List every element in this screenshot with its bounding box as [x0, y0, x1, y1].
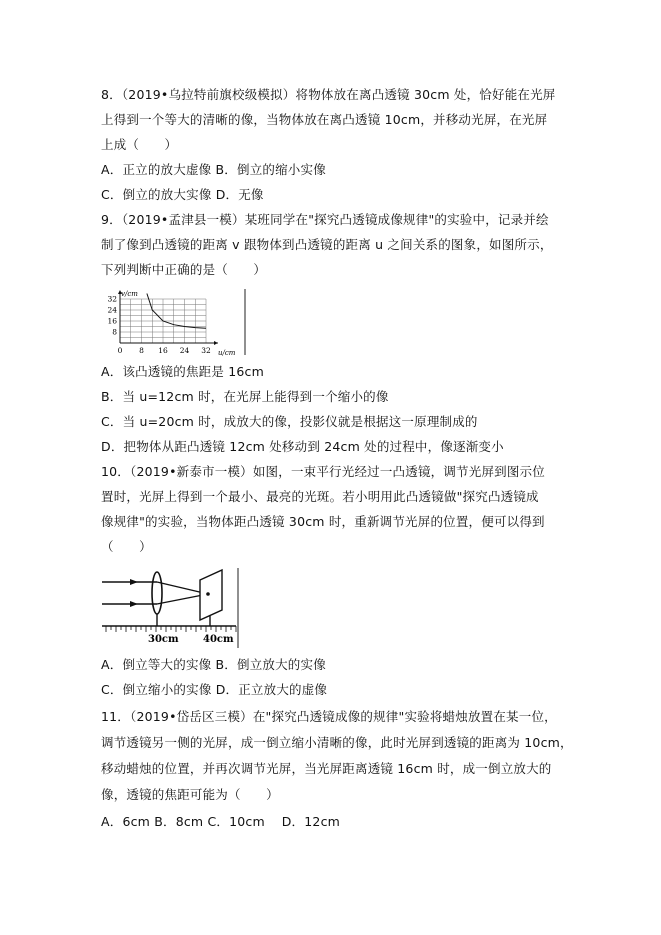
q9-line-1: 9．（2019•孟津县一模）某班同学在"探究凸透镜成像规律"的实验中，记录并绘 [101, 212, 549, 227]
x-tick-label: 8 [139, 346, 144, 355]
q10-convex-lens [152, 572, 162, 614]
q10-line-4: （ ） [101, 539, 152, 554]
q10-options-ab: A．倒立等大的实像 B．倒立放大的实像 [101, 657, 326, 672]
q10-ruler-label-40cm: 40cm [203, 634, 234, 645]
q9-graph-x-label: u/cm [218, 349, 236, 357]
x-tick-label: 24 [179, 346, 190, 355]
y-tick-label: 32 [107, 294, 117, 304]
q10-line-3: 像规律"的实验，当物体距凸透镜 30cm 时，重新调节光屏的位置，便可以得到 [101, 514, 545, 529]
q9-line-3: 下列判断中正确的是（ ） [101, 262, 267, 277]
data-series-line [147, 294, 206, 329]
x-tick-label: 0 [117, 346, 123, 355]
q11-line-2: 调节透镜另一侧的光屏，成一倒立缩小清晰的像，此时光屏到透镜的距离为 10cm， [101, 735, 573, 750]
q10-line-1: 10．（2019•新泰市一模）如图，一束平行光经过一凸透镜，调节光屏到图示位 [101, 464, 545, 479]
q11-line-1: 11．（2019•岱岳区三模）在"探究凸透镜成像的规律"实验将蜡烛放置在某一位， [101, 709, 557, 724]
y-tick-label: 24 [107, 305, 117, 315]
q10-optics-figure [100, 566, 245, 650]
q9-graph [100, 287, 250, 359]
x-tick-label: 32 [201, 346, 211, 355]
q9-graph-y-label: v/cm [121, 290, 138, 298]
q9-option-a: A．该凸透镜的焦距是 16cm [101, 364, 264, 379]
y-tick-label: 8 [112, 327, 117, 337]
q10-arrow-top [130, 579, 138, 585]
q9-graph-axes [118, 290, 218, 345]
q9-option-d: D．把物体从距凸透镜 12cm 处移动到 24cm 处的过程中，像逐渐变小 [101, 439, 504, 454]
q10-ruler-label-30cm: 30cm [148, 634, 179, 645]
q9-line-2: 制了像到凸透镜的距离 v 跟物体到凸透镜的距离 u 之间关系的图象，如图所示， [101, 237, 553, 252]
x-axis-arrow [214, 341, 218, 345]
y-tick-label: 16 [107, 316, 117, 326]
x-tick-label: 16 [158, 346, 168, 355]
q9-option-b: B．当 u=12cm 时，在光屏上能得到一个缩小的像 [101, 389, 389, 404]
q11-line-4: 像，透镜的焦距可能为（ ） [101, 787, 279, 802]
q10-options-cd: C．倒立缩小的实像 D．正立放大的虚像 [101, 682, 328, 697]
q10-line-2: 置时，光屏上得到一个最小、最亮的光斑。若小明用此凸透镜做"探究凸透镜成 [101, 489, 539, 504]
q8-options-cd: C．倒立的放大实像 D．无像 [101, 187, 264, 202]
q8-options-ab: A．正立的放大虚像 B．倒立的缩小实像 [101, 162, 326, 177]
q10-light-screen [200, 570, 222, 620]
q8-line-3: 上成（ ） [101, 137, 178, 152]
q11-options: A．6cm B．8cm C．10cm D．12cm [101, 814, 341, 829]
q10-arrow-bottom [130, 601, 138, 607]
q9-option-c: C．当 u=20cm 时，成放大的像，投影仪就是根据这一原理制成的 [101, 414, 478, 429]
q10-ruler-ticks [106, 626, 236, 632]
q11-line-3: 移动蜡烛的位置，并再次调节光屏，当光屏距离透镜 16cm 时，成一倒立放大的 [101, 761, 552, 776]
q10-focal-spot [206, 592, 210, 596]
q8-line-2: 上得到一个等大的清晰的像，当物体放在离凸透镜 10cm，并移动光屏，在光屏 [101, 112, 548, 127]
q9-graph-series [147, 294, 206, 329]
q8-line-1: 8．（2019•乌拉特前旗校级模拟）将物体放在离凸透镜 30cm 处，恰好能在光屏 [101, 87, 556, 102]
